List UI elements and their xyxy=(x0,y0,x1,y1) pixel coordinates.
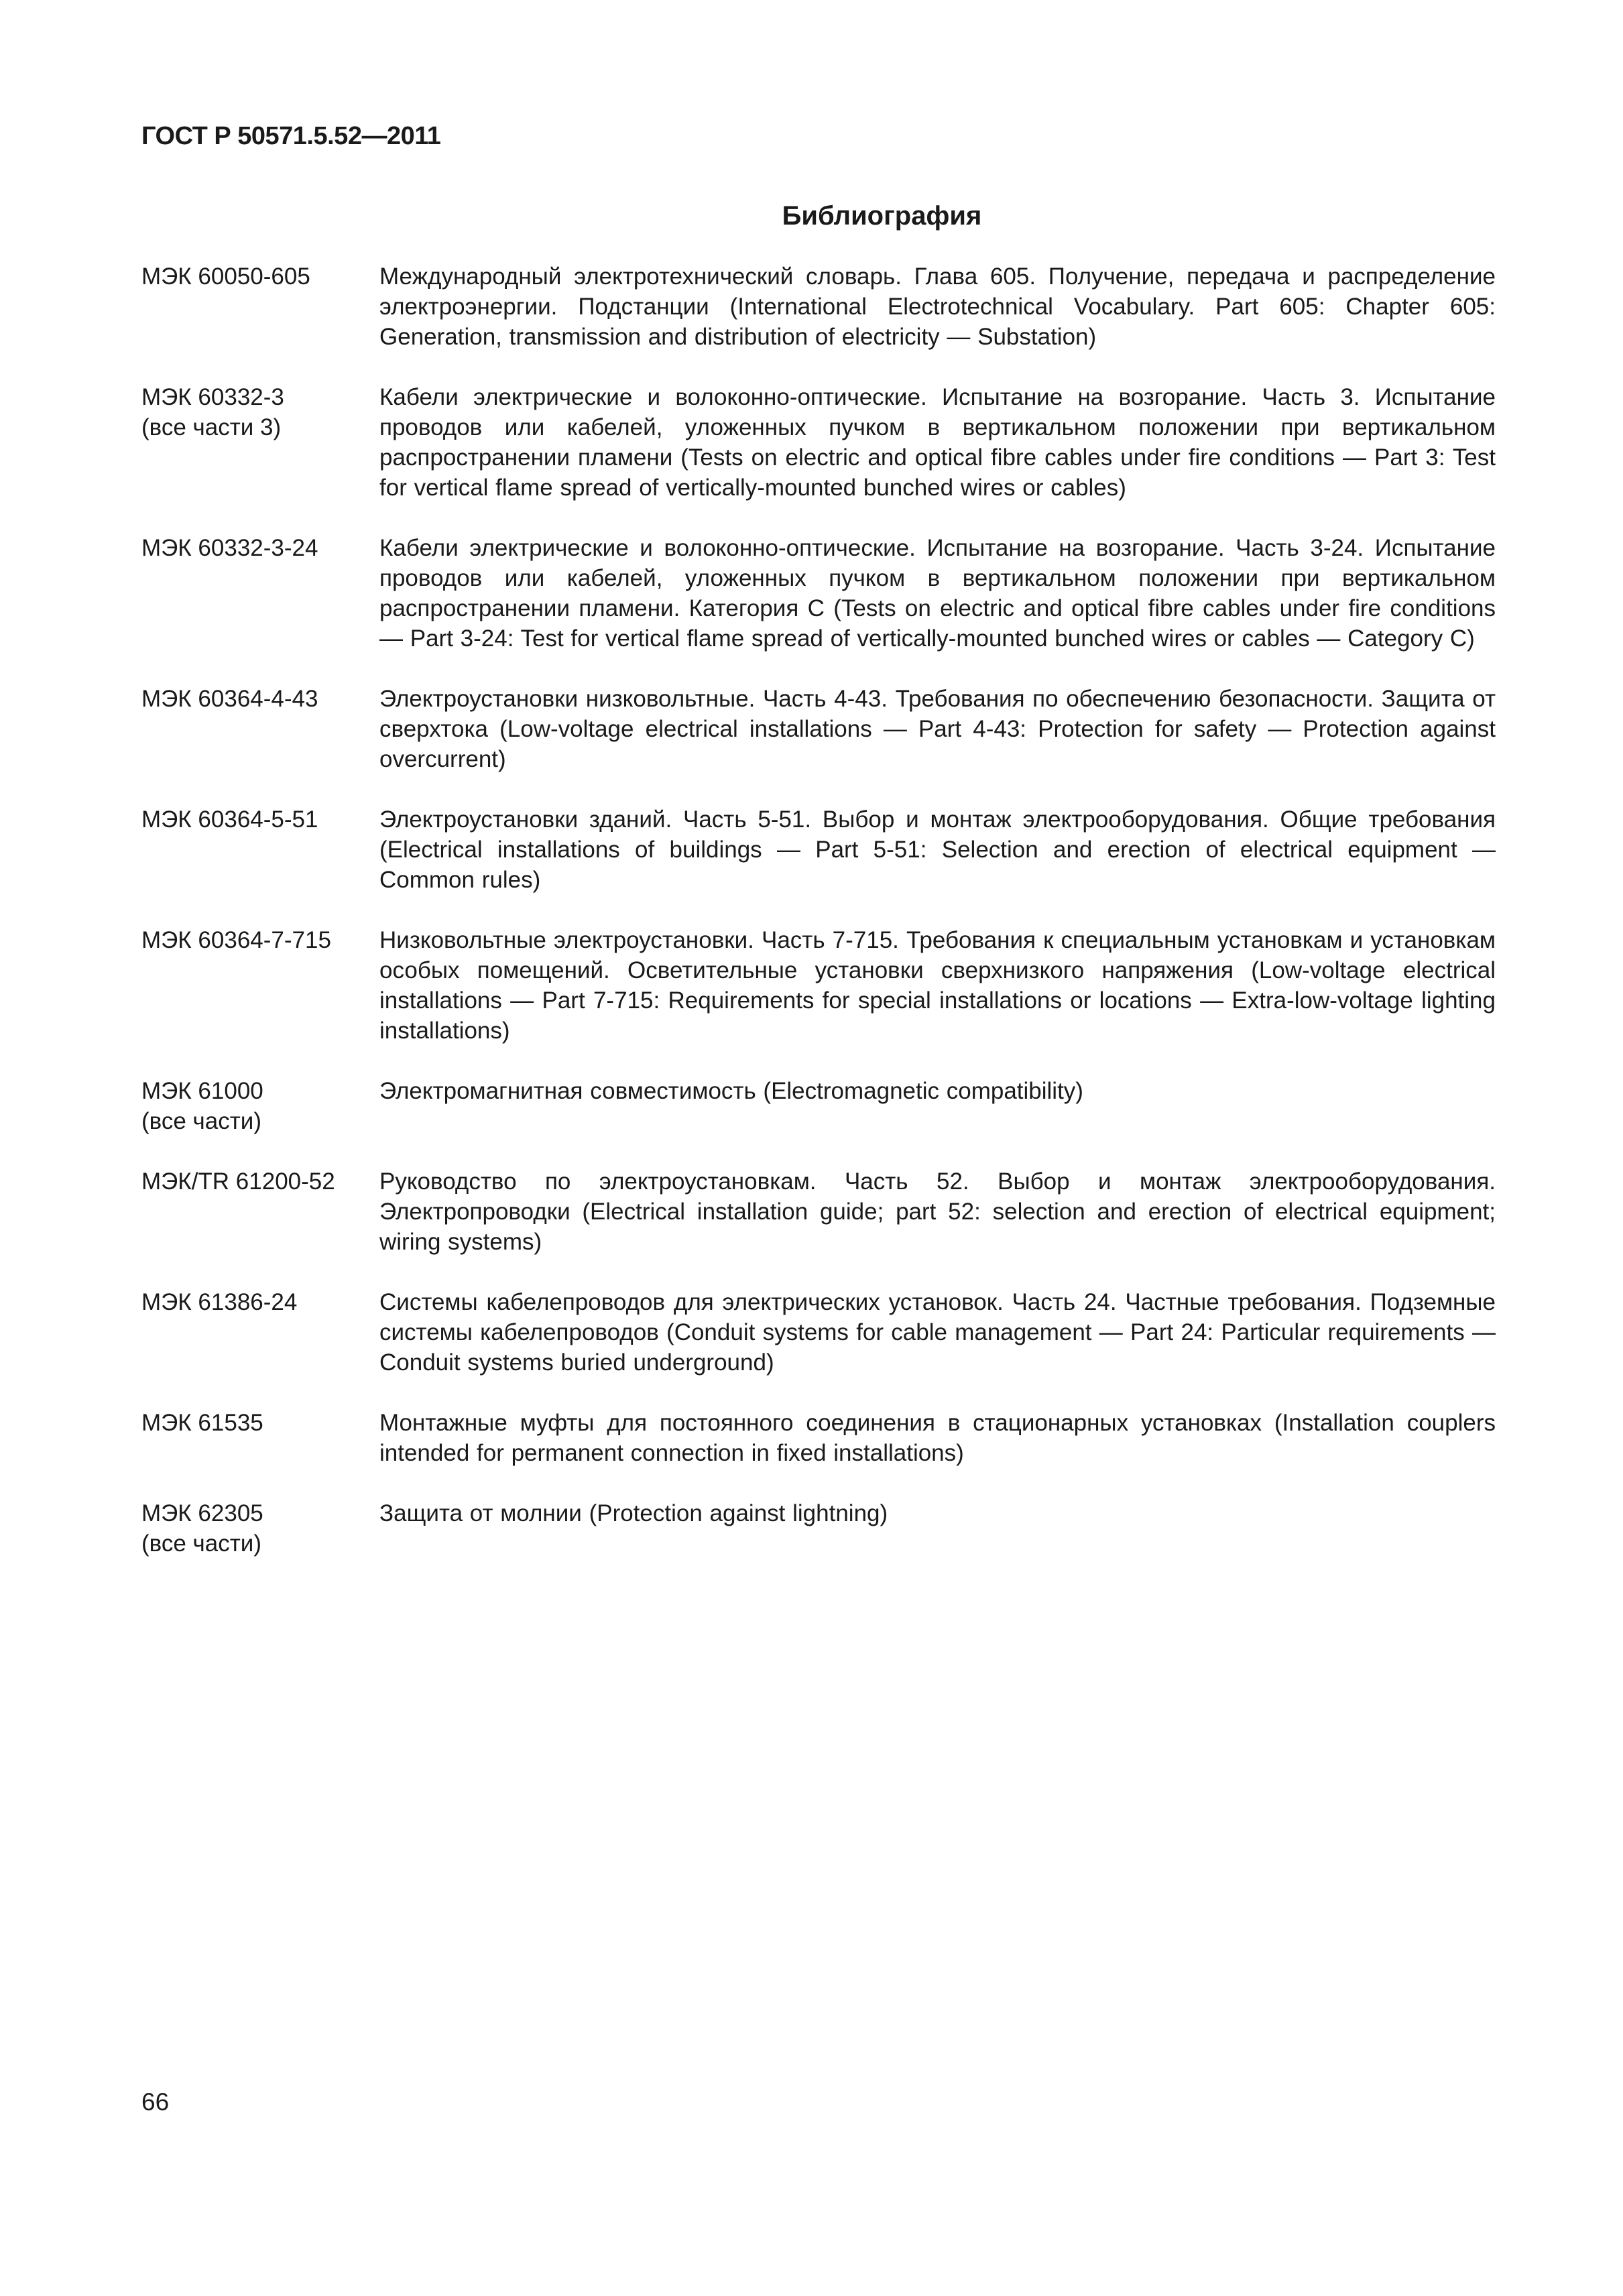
bibliography-entry xyxy=(141,1166,1496,1257)
standard-code: МЭК 60364-7-715 xyxy=(141,927,331,953)
standard-code: МЭК 60332-3-24 xyxy=(141,535,318,561)
bibliography-entry xyxy=(141,925,1496,1046)
bibliography-entry xyxy=(141,1076,1496,1136)
standard-description: Системы кабелепроводов для электрических установок. Часть 24. Частные требования. Подземные системы кабелепроводов (Conduit systems for cable management — Part 24: Particular requirements — Conduit systems buried underground) xyxy=(379,1289,1496,1376)
standard-description: Низковольтные электроустановки. Часть 7-715. Требования к специальным установкам и установкам особых помещений. Осветительные установки сверхнизкого напряжения (Low-voltage electrical installations — Part 7-715: Requirements for special installations or locations — Extra-low-voltage lighting installations) xyxy=(379,927,1496,1044)
standard-code: МЭК 61535 xyxy=(141,1410,263,1436)
standard-description: Руководство по электроустановкам. Часть 52. Выбор и монтаж электрооборудования. Электропроводки (Electrical installation guide; part 52: selection and erection of electrical equipment; wiring systems) xyxy=(379,1168,1496,1255)
bibliography-entry xyxy=(141,804,1496,895)
standard-description: Электроустановки низковольтные. Часть 4-43. Требования по обеспечению безопасности. Защита от сверхтока (Low-voltage electrical installations — Part 4-43: Protection for safety — Protection against overcurrent) xyxy=(379,686,1496,772)
standard-description: Монтажные муфты для постоянного соединения в стационарных установках (Installation couplers intended for permanent connection in fixed installations) xyxy=(379,1410,1496,1466)
standard-description: Кабели электрические и волоконно-оптические. Испытание на возгорание. Часть 3-24. Испытание проводов или кабелей, уложенных пучком в вертикальном положении при вертикальном распространении пламени. Категория С (Tests on electric and optical fibre cables under fire conditions — Part 3-24: Test for vertical flame spread of vertically-mounted bunched wires or cables — Category C) xyxy=(379,535,1496,652)
standard-code: МЭК 60364-4-43 xyxy=(141,686,318,712)
bibliography-entry xyxy=(141,684,1496,774)
document-id-header: ГОСТ Р 50571.5.52—2011 xyxy=(141,122,441,150)
standard-code: МЭК 62305 (все части) xyxy=(141,1500,263,1557)
bibliography-entry xyxy=(141,1408,1496,1468)
standard-code: МЭК 60332-3 (все части 3) xyxy=(141,384,284,440)
bibliography-entry xyxy=(141,1287,1496,1378)
bibliography-entry xyxy=(141,1498,1496,1559)
bibliography-title: Библиография xyxy=(782,201,982,231)
standard-code: МЭК 60050-605 xyxy=(141,263,310,290)
standard-code: МЭК 61386-24 xyxy=(141,1289,298,1315)
bibliography-list xyxy=(141,261,1496,1589)
standard-description: Электроустановки зданий. Часть 5-51. Выбор и монтаж электрооборудования. Общие требования (Electrical installations of buildings — Part 5-51: Selection and erection of electrical equipment — Common rules) xyxy=(379,806,1496,893)
standard-description: Международный электротехнический словарь. Глава 605. Получение, передача и распределение электроэнергии. Подстанции (International Electrotechnical Vocabulary. Part 605: Chapter 605: Generation, transmission and distribution of electricity — Substation) xyxy=(379,263,1496,350)
bibliography-entry xyxy=(141,261,1496,352)
page-number: 66 xyxy=(141,2088,170,2116)
standard-code: МЭК 60364-5-51 xyxy=(141,806,318,833)
standard-description: Защита от молнии (Protection against lightning) xyxy=(379,1500,888,1526)
standard-code: МЭК 61000 (все части) xyxy=(141,1078,263,1134)
standard-description: Электромагнитная совместимость (Electromagnetic compatibility) xyxy=(379,1078,1083,1104)
standard-description: Кабели электрические и волоконно-оптические. Испытание на возгорание. Часть 3. Испытание проводов или кабелей, уложенных пучком в вертикальном положении при вертикальном распространении пламени (Tests on electric and optical fibre cables under fire conditions — Part 3: Test for vertical flame spread of vertically-mounted bunched wires or cables) xyxy=(379,384,1496,501)
bibliography-entry xyxy=(141,382,1496,503)
standard-code: МЭК/TR 61200-52 xyxy=(141,1168,335,1195)
bibliography-entry xyxy=(141,533,1496,654)
